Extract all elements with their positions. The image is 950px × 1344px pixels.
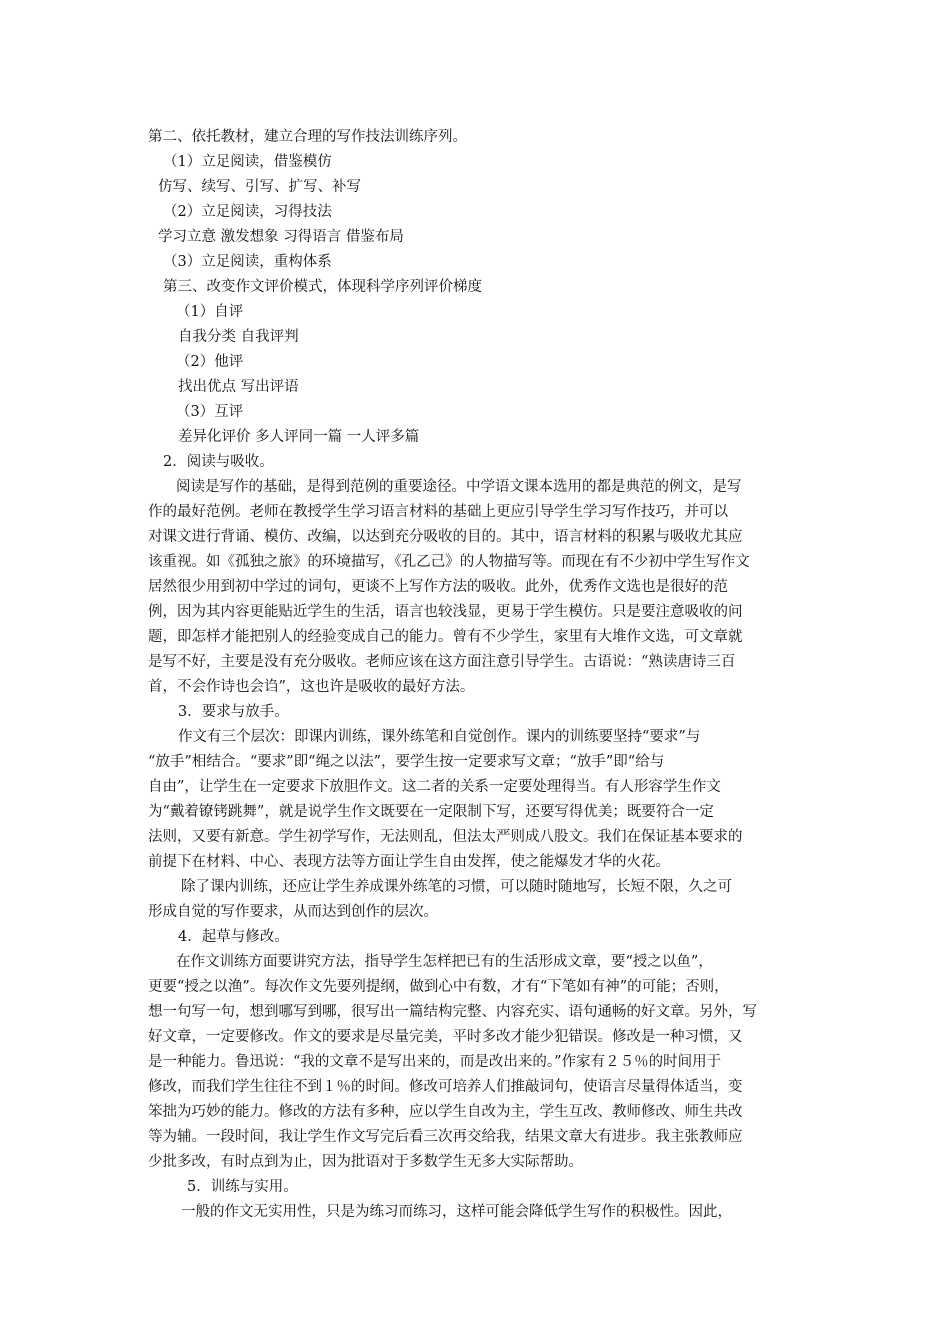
paragraph-line: 居然很少用到初中学过的词句，更谈不上写作方法的吸收。此外，优秀作文选也是很好的范 — [148, 579, 728, 595]
section-heading-2: 第二、依托教材，建立合理的写作技法训练序列。 — [148, 129, 467, 145]
subheading-2: （2）立足阅读，习得技法 — [163, 204, 332, 220]
paragraph-line: 阅读是写作的基础，是得到范例的重要途径。中学语文课本选用的都是典范的例文，是写 — [176, 479, 742, 495]
body-line: 差异化评价 多人评同一篇 一人评多篇 — [178, 429, 420, 445]
numbered-heading-4: 4．起草与修改。 — [178, 929, 289, 945]
subheading-mutual-eval: （3）互评 — [176, 404, 244, 420]
paragraph-line: 少批多改，有时点到为止，因为批语对于多数学生无多大实际帮助。 — [148, 1154, 583, 1170]
paragraph-line: 为“戴着镣铐跳舞”，就是说学生作文既要在一定限制下写，还要写得优美；既要符合一定 — [148, 804, 714, 820]
subheading-3: （3）立足阅读，重构体系 — [163, 254, 332, 270]
body-line: 找出优点 写出评语 — [178, 379, 299, 395]
subheading-1: （1）立足阅读，借鉴模仿 — [163, 154, 332, 170]
paragraph-line: 是一种能力。鲁迅说：“我的文章不是写出来的，而是改出来的。”作家有２５％的时间用于 — [148, 1054, 722, 1070]
paragraph-line: 笨拙为巧妙的能力。修改的方法有多种，应以学生自改为主，学生互改、教师修改、师生共改 — [148, 1104, 743, 1120]
paragraph-line: 对课文进行背诵、模仿、改编，以达到充分吸收的目的。其中，语言材料的积累与吸收尤其应 — [148, 529, 743, 545]
section-heading-3: 第三、改变作文评价模式，体现科学序列评价梯度 — [163, 279, 482, 295]
paragraph-line: 在作文训练方面要讲究方法，指导学生怎样把已有的生活形成文章，要“授之以鱼”， — [176, 954, 713, 970]
numbered-heading-2: 2．阅读与吸收。 — [163, 454, 274, 470]
paragraph-line: 等为辅。一段时间，我让学生作文写完后看三次再交给我，结果文章大有进步。我主张教师应 — [148, 1129, 743, 1145]
paragraph-line: 除了课内训练，还应让学生养成课外练笔的习惯，可以随时随地写，长短不限，久之可 — [181, 879, 732, 895]
paragraph-line: 自由”，让学生在一定要求下放胆作文。这二者的关系一定要处理得当。有人形容学生作文 — [148, 779, 721, 795]
subheading-peer-eval: （2）他评 — [176, 354, 244, 370]
paragraph-line: 一般的作文无实用性，只是为练习而练习，这样可能会降低学生写作的积极性。因此， — [181, 1204, 732, 1220]
paragraph-line: 作文有三个层次：即课内训练，课外练笔和自觉创作。课内的训练要坚持“要求”与 — [178, 729, 701, 745]
paragraph-line: 好文章，一定要修改。作文的要求是尽量完美，平时多改才能少犯错误。修改是一种习惯，又 — [148, 1029, 743, 1045]
paragraph-line: 想一句写一句，想到哪写到哪，很写出一篇结构完整、内容充实、语句通畅的好文章。另外，写 — [148, 1004, 757, 1020]
numbered-heading-3: 3．要求与放手。 — [178, 704, 289, 720]
paragraph-line: 是写不好，主要是没有充分吸收。老师应该在这方面注意引导学生。古语说：“熟读唐诗三百 — [148, 654, 736, 670]
paragraph-line: 作的最好范例。老师在教授学生学习语言材料的基础上更应引导学生学习写作技巧，并可以 — [148, 504, 728, 520]
paragraph-line: 例，因为其内容更能贴近学生的生活，语言也较浅显，更易于学生模仿。只是要注意吸收的问 — [148, 604, 743, 620]
body-line: 自我分类 自我评判 — [178, 329, 299, 345]
paragraph-line: 前提下在材料、中心、表现方法等方面让学生自由发挥，使之能爆发才华的火花。 — [148, 854, 670, 870]
paragraph-line: 修改，而我们学生往往不到１％的时间。修改可培养人们推敲词句，使语言尽量得体适当，变 — [148, 1079, 743, 1095]
paragraph-line: 该重视。如《孤独之旅》的环境描写，《孔乙己》的人物描写等。而现在有不少初中学生写作文 — [148, 554, 750, 570]
paragraph-line: 首，不会作诗也会诌”，这也许是吸收的最好方法。 — [148, 679, 475, 695]
subheading-self-eval: （1）自评 — [176, 304, 244, 320]
numbered-heading-5: 5．训练与实用。 — [187, 1179, 298, 1195]
paragraph-line: “放手”相结合。“要求”即“绳之以法”，要学生按一定要求写文章；“放手”即“给与 — [148, 754, 665, 770]
paragraph-line: 更要“授之以渔”。每次作文先要列提纲，做到心中有数，才有“下笔如有神”的可能；否则， — [148, 979, 729, 995]
body-line: 仿写、续写、引写、扩写、补写 — [158, 179, 361, 195]
paragraph-line: 题，即怎样才能把别人的经验变成自己的能力。曾有不少学生，家里有大堆作文选，可文章就 — [148, 629, 743, 645]
paragraph-line: 法则，又要有新意。学生初学写作，无法则乱，但法太严则成八股文。我们在保证基本要求的 — [148, 829, 743, 845]
paragraph-line: 形成自觉的写作要求，从而达到创作的层次。 — [148, 904, 438, 920]
body-line: 学习立意 激发想象 习得语言 借鉴布局 — [158, 229, 404, 245]
